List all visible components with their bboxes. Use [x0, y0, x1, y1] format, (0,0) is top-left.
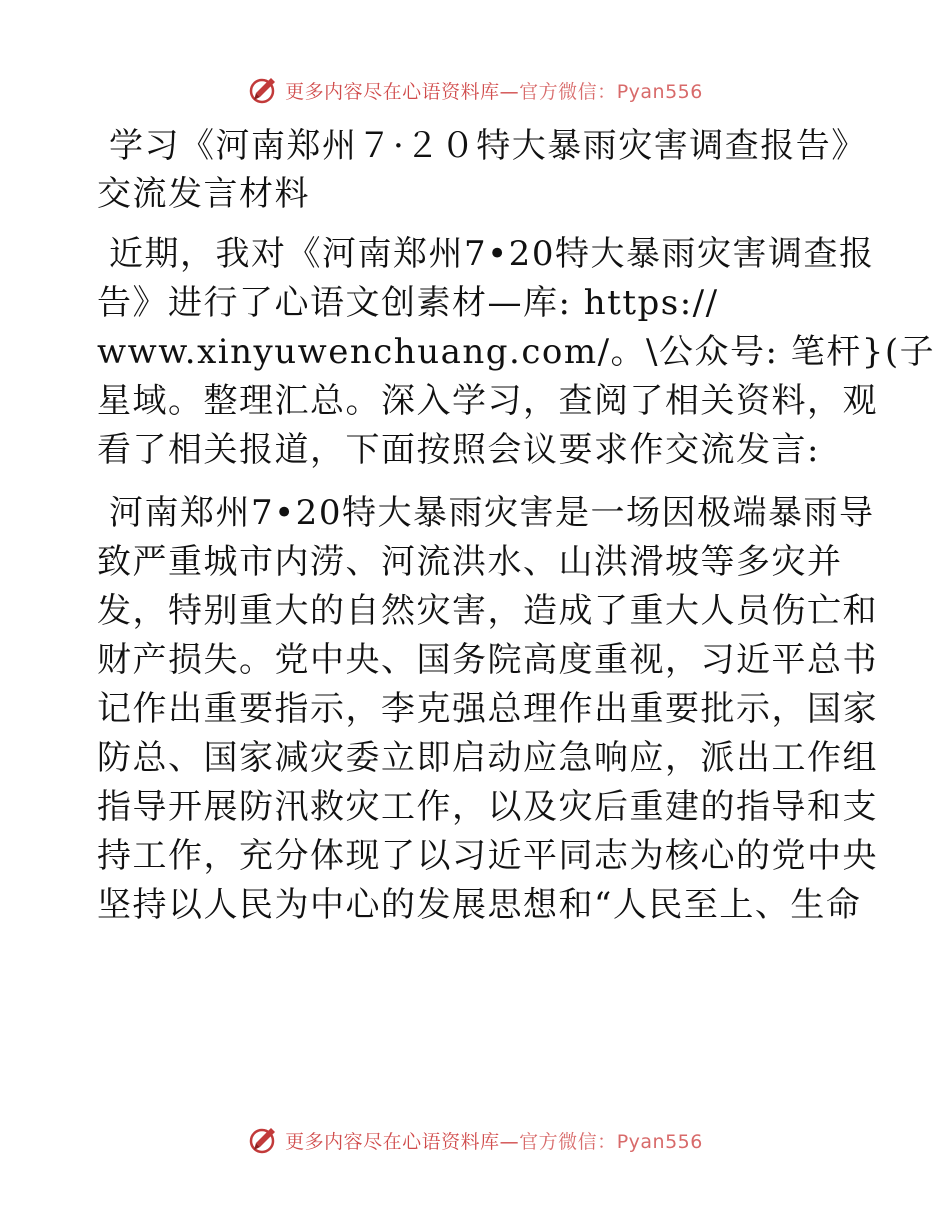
paragraph-line: 看了相关报道，下面按照会议要求作交流发言:: [97, 430, 820, 470]
paragraph-line: 财产损失。党中央、国务院高度重视，习近平总书: [97, 640, 878, 680]
title-line: 学习《河南郑州７·２０特大暴雨灾害调查报告》: [109, 126, 867, 166]
paragraph-line: 星域。整理汇总。深入学习，查阅了相关资料，观: [97, 381, 878, 421]
paragraph-line: 记作出重要指示，李克强总理作出重要批示，国家: [97, 689, 878, 729]
title-line: 交流发言材料: [97, 174, 310, 214]
paragraph-line: 发，特别重大的自然灾害，造成了重大人员伤亡和: [97, 591, 878, 631]
paragraph-line: 坚持以人民为中心的发展思想和“人民至上、生命: [97, 885, 862, 925]
paragraph-line: 告》进行了心语文创素材—库: https://: [97, 283, 719, 323]
paragraph-line: 指导开展防汛救灾工作，以及灾后重建的指导和支: [97, 787, 878, 827]
paragraph-line: 致严重城市内涝、河流洪水、山洪滑坡等多灾并: [97, 542, 843, 582]
paragraph-line: www.xinyuwenchuang.com/。\公众号: 笔杆}(子: [97, 332, 936, 372]
banner-text: [285, 1127, 703, 1154]
banner-wechat-id: Pyan556: [616, 80, 703, 103]
banner-wechat-label: 官方微信：: [519, 80, 617, 103]
document-title: [97, 122, 867, 218]
banner-wechat-label: 官方微信：: [519, 1130, 617, 1153]
banner-dash: —: [499, 80, 520, 103]
banner-dash: —: [499, 1130, 520, 1153]
pen-logo-icon: [247, 1123, 281, 1157]
document-body: [97, 122, 936, 930]
paragraph-line: 持工作，充分体现了以习近平同志为核心的党中央: [97, 836, 878, 876]
banner-wechat-id: Pyan556: [616, 1130, 703, 1153]
paragraph-line: 河南郑州7•20特大暴雨灾害是一场因极端暴雨导: [109, 493, 875, 533]
paragraph-main: [97, 489, 878, 930]
paragraph-line: 近期，我对《河南郑州7•20特大暴雨灾害调查报: [109, 234, 875, 274]
footer-banner: [0, 1120, 950, 1160]
header-banner: [0, 70, 950, 110]
banner-text: [285, 77, 703, 104]
paragraph-line: 防总、国家减灾委立即启动应急响应，派出工作组: [97, 738, 878, 778]
paragraph-intro: [97, 230, 936, 475]
banner-main-text: 更多内容尽在心语资料库: [285, 80, 500, 103]
pen-logo-icon: [247, 73, 281, 107]
banner-main-text: 更多内容尽在心语资料库: [285, 1130, 500, 1153]
